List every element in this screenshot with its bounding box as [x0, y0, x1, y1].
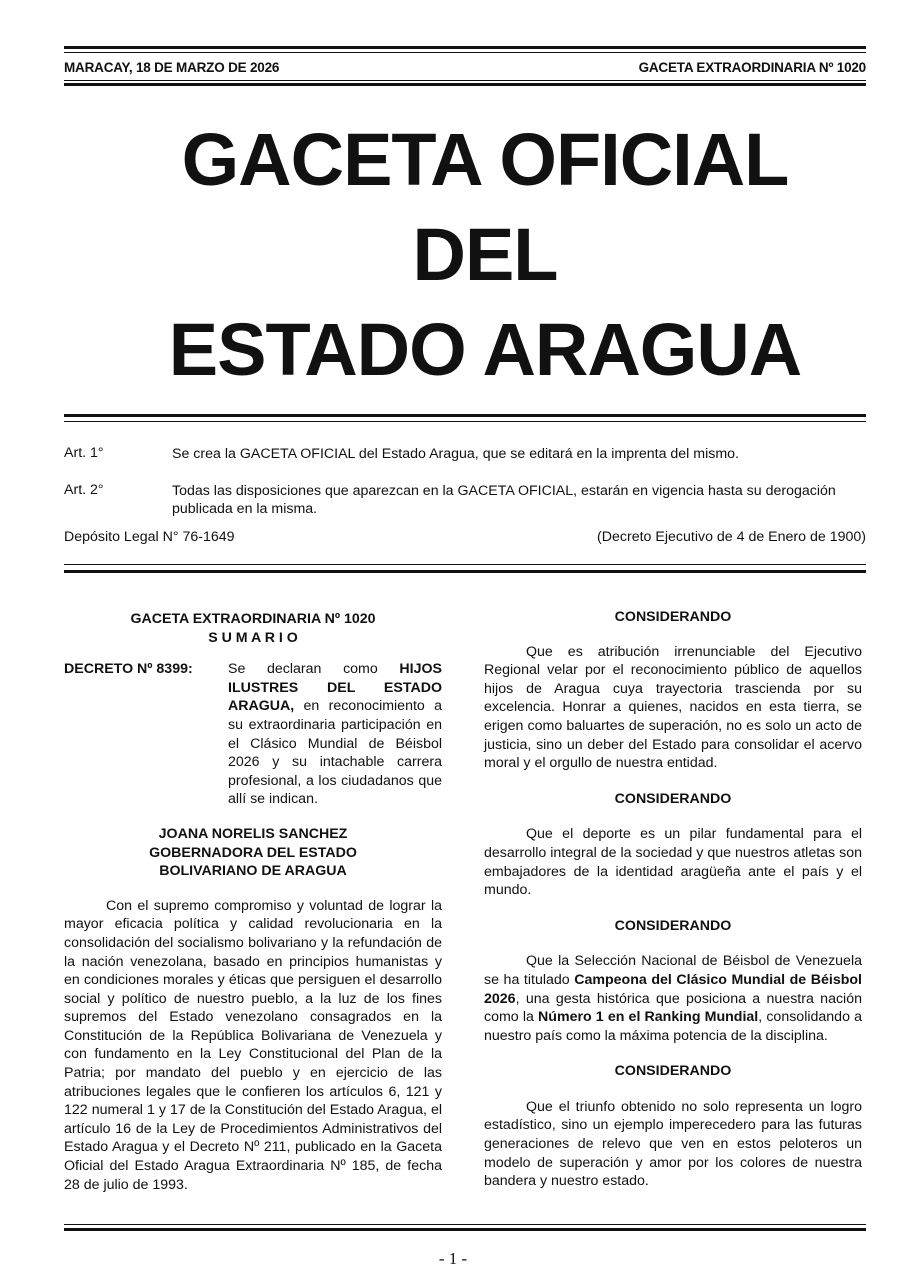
masthead-line-3: ESTADO ARAGUA [168, 308, 802, 391]
header-place-date: MARACAY, 18 DE MARZO DE 2026 [64, 60, 280, 75]
article-1-label: Art. 1° [64, 445, 104, 461]
governor-name: JOANA NORELIS SANCHEZ [158, 825, 348, 842]
top-rule-thick [64, 46, 866, 49]
legal-deposit: Depósito Legal N° 76-1649 [64, 529, 235, 545]
right-column [484, 604, 862, 1191]
decree-text-bold: HIJOS ILUSTRES DEL ESTADO ARAGUA, [228, 661, 442, 715]
decree-description [228, 660, 442, 809]
masthead-line-1: GACETA OFICIAL [181, 118, 789, 201]
considerando-3-text [484, 952, 862, 1045]
summary-subheading: S U M A R I O [208, 629, 298, 646]
header-issue: GACETA EXTRAORDINARIA Nº 1020 [638, 60, 866, 75]
legal-rule-thick [64, 570, 866, 573]
decree-label: DECRETO Nº 8399: [64, 661, 193, 678]
considerando-3-part-c: , una gesta histórica que posiciona a nuestra nación como la [484, 990, 862, 1026]
considerando-1-heading: CONSIDERANDO [614, 609, 732, 625]
masthead-rule-thick [64, 414, 866, 417]
decree-text-pre: Se declaran como [228, 661, 400, 678]
legal-decree: (Decreto Ejecutivo de 4 de Enero de 1900) [597, 529, 866, 545]
article-1-text: Se crea la GACETA OFICIAL del Estado Aragua, que se editará en la imprenta del mismo. [172, 446, 739, 462]
governor-state: BOLIVARIANO DE ARAGUA [159, 863, 347, 880]
bottom-rule-thick [64, 1228, 866, 1231]
left-column [64, 604, 442, 1194]
legal-rule-thin [64, 564, 866, 565]
summary-heading: GACETA EXTRAORDINARIA Nº 1020 [130, 611, 376, 627]
header-rule-thick [64, 83, 866, 86]
masthead-rule-thin [64, 421, 866, 422]
governor-title: GOBERNADORA DEL ESTADO [149, 844, 357, 861]
decree-entry [64, 660, 442, 809]
considerando-2-text: Que el deporte es un pilar fundamental para el desarrollo integral de la sociedad y que nuestros atletas son embajadores de la identidad aragüeña ante el país y el mundo. [484, 826, 862, 899]
preamble-paragraph: Con el supremo compromiso y voluntad de lograr la mayor eficacia política y calidad revolucionaria en la consolidación del socialismo bolivariano y la refundación de la nación venezolana, basado en principios humanistas y en condiciones morales y éticas que persiguen el desarrollo social y político de nuestro pueblo, a la luz de los fines supremos del Estado venezolano consagrados en la Constitución de la República Bolivariana de Venezuela y con fundamento en la Ley Constitucional del Plan de la Patria; por mandato del pueblo y en ejercicio de las atribuciones legales que le confieren los artículos 6, 121 y 122 numeral 1 y 17 de la Constitución del Estado Aragua, el artículo 16 de la Ley de Procedimientos Administrativos del Estado Aragua y el Decreto Nº 211, publicado en la Gaceta Oficial del Estado Aragua Extraordinaria Nº 185, de fecha 28 de julio de 1993. [64, 897, 442, 1193]
header-rule-thin [64, 80, 866, 81]
masthead-title [64, 112, 906, 397]
considerando-3-part-a: Que la Selección Nacional de Béisbol de Venezuela se ha titulado [484, 953, 862, 988]
governor-block [64, 825, 442, 881]
considerando-3-part-e: , consolidando a nuestro país como la máxima potencia de la disciplina. [484, 1009, 862, 1044]
decree-text-post: en reconocimiento a su extraordinaria participación en el Clásico Mundial de Béisbol 2026 y su intachable carrera profesional, a los ciudadanos que allí se indican. [228, 698, 442, 808]
considerando-4-text: Que el triunfo obtenido no solo representa un logro estadístico, sino un ejemplo imperecedero para las futuras generaciones de relevo que ven en estos peloteros un modelo de superación y amor por los colores de nuestra bandera y nuestro estado. [484, 1098, 862, 1190]
considerando-3-bold-ranking: Número 1 en el Ranking Mundial [538, 1009, 759, 1026]
considerando-4-heading: CONSIDERANDO [614, 1063, 732, 1080]
considerando-3-bold-title: Campeona del Clásico Mundial de Béisbol 2026 [484, 971, 862, 1007]
article-2-label: Art. 2° [64, 482, 104, 498]
masthead-line-2: DEL [412, 213, 558, 296]
article-2-text: Todas las disposiciones que aparezcan en la GACETA OFICIAL, estarán en vigencia hasta su derogación publicada en la misma. [172, 483, 836, 517]
top-rule-thin [64, 52, 866, 53]
considerando-1-text: Que es atribución irrenunciable del Ejecutivo Regional velar por el reconocimiento público de aquellos hijos de Aragua cuya trayectoria trascienda por su excelencia. Honrar a quienes, nacidos en esta tierra, se erigen como baluartes de superación, no es solo un acto de justicia, sino un deber del Estado para consolidar el acervo moral y el orgullo de nuestra entidad. [484, 643, 862, 772]
considerando-2-heading: CONSIDERANDO [614, 790, 732, 807]
page-number: - 1 - [438, 1249, 468, 1268]
considerando-3-heading: CONSIDERANDO [614, 917, 732, 934]
bottom-rule-thin [64, 1224, 866, 1225]
